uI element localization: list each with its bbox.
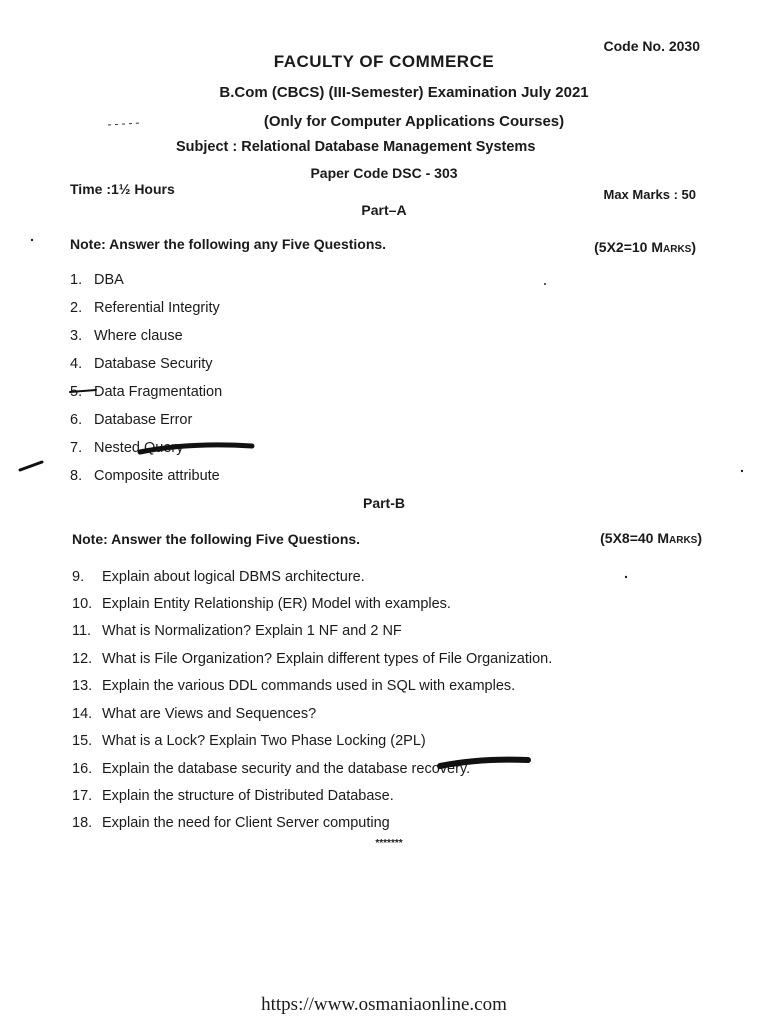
courses-note: (Only for Computer Applications Courses) xyxy=(263,113,565,130)
part-a-title: Part–A xyxy=(361,202,407,218)
part-a-marks: (5X2=10 Marks) xyxy=(594,239,696,255)
list-item: 13. Explain the various DDL commands used in SQL with examples. xyxy=(72,678,516,694)
max-marks: Max Marks : 50 xyxy=(603,187,696,202)
list-item: 9. Explain about logical DBMS architecture. xyxy=(72,569,365,585)
scribble-mark xyxy=(108,123,140,125)
list-item: 16. Explain the database security and the database recovery. xyxy=(72,761,471,777)
part-b-marks: (5X8=40 Marks) xyxy=(600,530,702,546)
scribble-mark xyxy=(140,445,252,452)
exam-time: Time :1½ Hours xyxy=(70,181,175,197)
scribble-mark xyxy=(440,760,528,766)
faculty-title: FACULTY OF COMMERCE xyxy=(273,52,495,71)
course-line: B.Com (CBCS) (III-Semester) Examination July 2021 xyxy=(219,84,589,101)
list-item: 6. Database Error xyxy=(70,412,193,428)
code-number: Code No. 2030 xyxy=(603,38,700,54)
list-item: 2. Referential Integrity xyxy=(70,300,220,316)
end-marker: ******* xyxy=(375,838,403,849)
speck xyxy=(741,470,743,472)
list-item: 11. What is Normalization? Explain 1 NF and 2 NF xyxy=(72,623,402,639)
list-item: 1. DBA xyxy=(70,272,124,288)
part-b-note: Note: Answer the following Five Questions. xyxy=(72,531,361,547)
list-item: 18. Explain the need for Client Server computing xyxy=(72,815,390,831)
list-item: 10. Explain Entity Relationship (ER) Model with examples. xyxy=(72,596,451,612)
list-item: 5. Data Fragmentation xyxy=(70,384,223,400)
paper-code: Paper Code DSC - 303 xyxy=(310,165,458,181)
footer-url: https://www.osmaniaonline.com xyxy=(261,994,507,1015)
scribble-mark xyxy=(20,462,42,470)
part-b-title: Part-B xyxy=(362,495,405,511)
list-item: 8. Composite attribute xyxy=(70,468,220,484)
list-item: 12. What is File Organization? Explain different types of File Organization. xyxy=(72,651,553,667)
speck xyxy=(625,576,627,578)
list-item: 15. What is a Lock? Explain Two Phase Locking (2PL) xyxy=(72,733,426,749)
subject-line: Subject : Relational Database Management Systems xyxy=(176,139,536,155)
speck xyxy=(544,283,546,285)
list-item: 4. Database Security xyxy=(70,356,213,372)
list-item: 14. What are Views and Sequences? xyxy=(72,706,317,722)
speck xyxy=(31,239,33,241)
part-a-note: Note: Answer the following any Five Questions. xyxy=(70,236,387,252)
list-item: 17. Explain the structure of Distributed Database. xyxy=(72,788,394,804)
list-item: 3. Where clause xyxy=(70,328,183,344)
scribble-mark xyxy=(70,390,96,392)
list-item: 7. Nested Query xyxy=(70,440,184,456)
